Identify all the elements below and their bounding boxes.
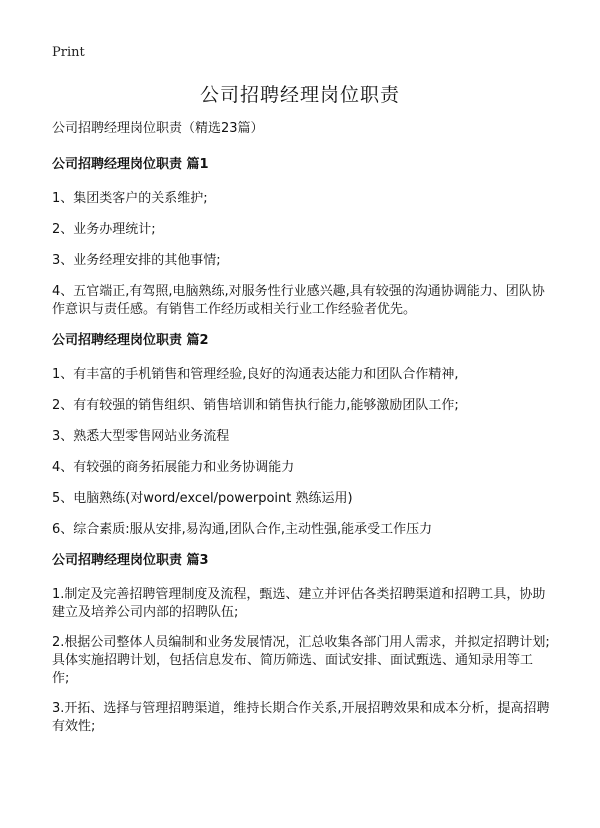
section-3 bbox=[52, 552, 550, 736]
list-item: 1.制定及完善招聘管理制度及流程，甄选、建立并评估各类招聘渠道和招聘工具，协助建立及培养公司内部的招聘队伍; bbox=[52, 587, 546, 620]
list-item: 3.开拓、选择与管理招聘渠道，维持长期合作关系,开展招聘效果和成本分析，提高招聘有效性; bbox=[52, 701, 550, 734]
intro-text: 公司招聘经理岗位职责（精选23篇） bbox=[52, 121, 264, 136]
list-item: 1、集团类客户的关系维护; bbox=[52, 191, 208, 206]
section-2 bbox=[52, 332, 550, 539]
section-heading: 公司招聘经理岗位职责 篇3 bbox=[52, 553, 209, 568]
print-link[interactable]: Print bbox=[52, 45, 85, 60]
document-body bbox=[52, 120, 550, 748]
list-item: 1、有丰富的手机销售和管理经验,良好的沟通表达能力和团队合作精神, bbox=[52, 367, 459, 382]
list-item: 3、业务经理安排的其他事情; bbox=[52, 253, 221, 268]
section-heading: 公司招聘经理岗位职责 篇1 bbox=[52, 157, 209, 172]
document-title: 公司招聘经理岗位职责 bbox=[199, 84, 400, 106]
section-heading: 公司招聘经理岗位职责 篇2 bbox=[52, 333, 209, 348]
section-1 bbox=[52, 156, 550, 319]
list-item: 5、电脑熟练(对word/excel/powerpoint 熟练运用) bbox=[52, 491, 353, 506]
list-item: 2.根据公司整体人员编制和业务发展情况，汇总收集各部门用人需求，并拟定招聘计划;具体实施招聘计划，包括信息发布、简历筛选、面试安排、面试甄选、通知录用等工作; bbox=[52, 635, 550, 686]
list-item: 4、五官端正,有驾照,电脑熟练,对服务性行业感兴趣,具有较强的沟通协调能力、团队协作意识与责任感。有销售工作经历或相关行业工作经验者优先。 bbox=[52, 284, 545, 317]
list-item: 2、业务办理统计; bbox=[52, 222, 156, 237]
list-item: 2、有有较强的销售组织、销售培训和销售执行能力,能够激励团队工作; bbox=[52, 398, 459, 413]
list-item: 6、综合素质:服从安排,易沟通,团队合作,主动性强,能承受工作压力 bbox=[52, 522, 433, 537]
list-item: 4、有较强的商务拓展能力和业务协调能力 bbox=[52, 460, 295, 475]
list-item: 3、熟悉大型零售网站业务流程 bbox=[52, 429, 230, 444]
